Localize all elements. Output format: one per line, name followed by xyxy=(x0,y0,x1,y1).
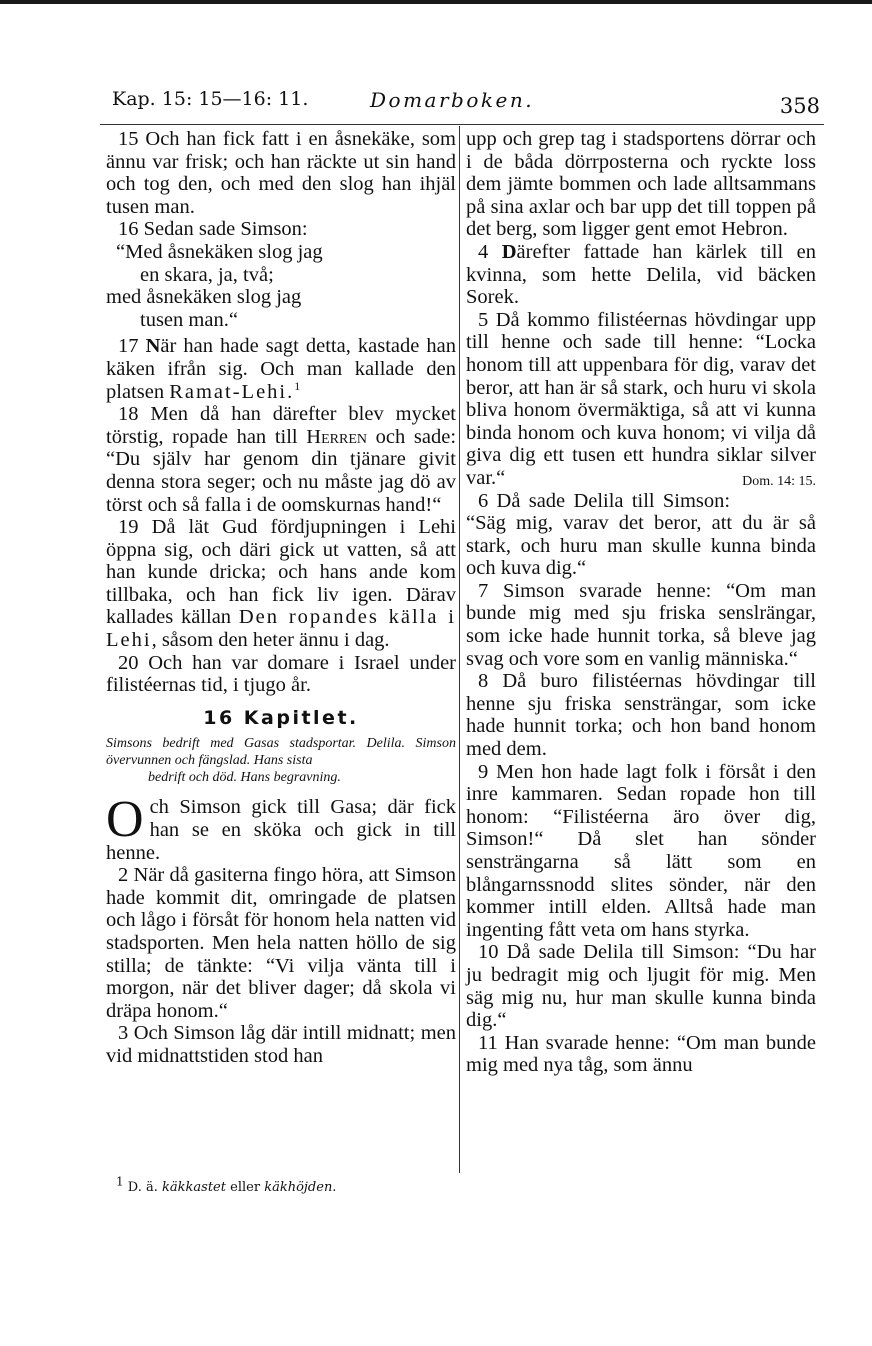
chapter-reference: Kap. 15: 15—16: 11. xyxy=(112,88,309,110)
verse-15-20: 20 Och han var domare i Israel under filistéernas tid, i tjugo år. xyxy=(106,651,456,697)
verse-15-15: 15 Och han fick fatt i en åsnekäke, som ännu var frisk; och han räckte ut sin hand och tog den, och med den slog han ihjäl tusen man. xyxy=(106,128,456,218)
footnote-marker: 1 xyxy=(294,378,301,393)
poem-line-4: tusen man.“ xyxy=(140,308,238,331)
verse-16-8: 8 Då buro filistéernas hövdingar till henne sju friska sensträngar, som icke hade hunnit torka; och hon band honom med dem. xyxy=(466,670,816,761)
verse-number: 4 xyxy=(478,240,502,263)
verse-16-2: 2 När då gasiterna fingo höra, att Simson hade kommit dit, omringade de platsen och lågo i försåt för honom hela natten vid stadsporten. Men hela natten höllo de sig stilla; de tänkte: “Vi vilja vänta till i morgon, när det bliver dager; då skola vi dräpa honom.“ xyxy=(106,864,456,1022)
footnote-number: 1 xyxy=(116,1174,124,1189)
verse-text: , såsom den heter ännu i dag. xyxy=(151,629,390,652)
verse-16-1 xyxy=(106,791,456,864)
footnote-term-1: käkkastet xyxy=(162,1180,226,1195)
poem-line-1: “Med åsnekäken slog jag xyxy=(116,240,323,263)
column-divider xyxy=(459,126,460,1173)
verse-text: är han hade sagt detta, kastade han käken ifrån sig. Och man kallade den platsen xyxy=(106,335,457,403)
place-name: Ramat-Lehi. xyxy=(169,380,295,403)
verse-15-16-intro: 16 Sedan sade Simson: xyxy=(118,218,308,241)
verse-number: 17 xyxy=(118,335,146,358)
verse-16-4 xyxy=(466,241,816,309)
left-column xyxy=(106,128,456,1068)
chapter-summary: Simsons bedrift med Gasas stadsportar. Delila. Simson övervunnen och fängslad. Hans sista xyxy=(106,736,456,769)
right-column xyxy=(466,128,816,1077)
verse-text: 18 Men då han därefter blev mycket törstig, ropade han till xyxy=(106,403,456,448)
header-rule xyxy=(100,124,824,125)
initial-letter: N xyxy=(145,335,161,358)
verse-16-3-continued: upp och grep tag i stadsportens dörrar och i de båda dörrposterna och ryckte loss dem jämte bommen och lade alltsammans på sina axlar och bar upp det till toppen på det berg, som ligger gent emot Hebron. xyxy=(466,128,816,241)
verse-16-9: 9 Men hon hade lagt folk i försåt i den inre kammaren. Sedan ropade hon till honom: “Filistéerna äro över dig, Simson!“ Då slet han sönder sensträngarna så lätt som en blångarnssnodd slites sönder, när den kommer intill elden. Alltså hade man ingenting fått veta om hans styrka. xyxy=(466,760,816,941)
verse-16-7: 7 Simson svarade henne: “Om man bunde mig med sju friska senslrängar, som icke hade hunnit torka, så bleve jag svag och vore som en vanlig människa.“ xyxy=(466,579,816,670)
verse-text: 5 Då kommo filistéernas hövdingar upp till henne och sade till henne: “Locka honom till att uppenbara för dig, varav det beror, att han är så stark, och huru vi skola bliva honom övermäktiga, så att vi kunna binda honom och kuva honom; vi vilja då giva dig ett tusen ett hundra siklar silver var.“ xyxy=(466,308,816,489)
verse-15-18 xyxy=(106,403,456,516)
chapter-summary-end: bedrift och död. Hans begravning. xyxy=(148,770,341,786)
verse-text: 19 Då lät Gud fördjupningen i Lehi öppna sig, och däri gick ut vatten, så att han kunde dricka; och hans ande kom tillbaka, och han fick liv igen. Därav kallades källan xyxy=(106,516,456,629)
verse-text: och sade: “Du själv har genom din tjänare givit denna stora seger; och nu måste jag dö av törst och så falla i de oomskurnas hand!“ xyxy=(106,425,457,516)
verse-16-10: 10 Då sade Delila till Simson: “Du har ju bedragit mig och ljugit för mig. Men säg mig nu, hur man skulle kunna binda dig.“ xyxy=(466,941,816,1032)
divine-name: Herren xyxy=(306,425,367,448)
drop-cap: O xyxy=(106,791,144,849)
poem-line-2: en skara, ja, två; xyxy=(140,263,274,286)
verse-15-17 xyxy=(106,335,456,403)
chapter-heading: 16 Kapitlet. xyxy=(203,706,359,729)
footnote-prefix: D. ä. xyxy=(127,1180,158,1195)
cross-reference: Dom. 14: 15. xyxy=(742,473,816,489)
spring-name: Den ropandes källa i Lehi xyxy=(106,606,456,652)
verse-16-11: 11 Han svarade henne: “Om man bunde mig med nya tåg, som ännu xyxy=(466,1031,816,1077)
footnote-term-2: käkhöjden. xyxy=(264,1180,337,1195)
footnote xyxy=(116,1174,337,1195)
verse-text: ärefter fattade han kärlek till en kvinna, som hette Delila, vid bäcken Sorek. xyxy=(466,240,817,309)
footnote-connector: eller xyxy=(230,1180,261,1195)
initial-letter: D xyxy=(501,240,517,263)
poem-line-3: med åsnekäken slog jag xyxy=(106,286,302,309)
page-header xyxy=(112,88,820,122)
verse-16-3: 3 Och Simson låg där intill midnatt; men vid midnattstiden stod han xyxy=(106,1022,456,1067)
verse-15-19 xyxy=(106,516,456,652)
page-number: 358 xyxy=(779,94,820,118)
book-title: Domarboken. xyxy=(370,88,535,112)
verse-16-6: 6 Då sade Delila till Simson: “Säg mig, varav det beror, att du är så stark, och huru man skulle kunna binda och kuva dig.“ xyxy=(466,489,816,580)
verse-16-5 xyxy=(466,309,816,490)
page-top-edge xyxy=(0,0,872,4)
verse-text: ch Simson gick till Gasa; där fick han se en sköka och gick in till henne. xyxy=(106,796,456,864)
